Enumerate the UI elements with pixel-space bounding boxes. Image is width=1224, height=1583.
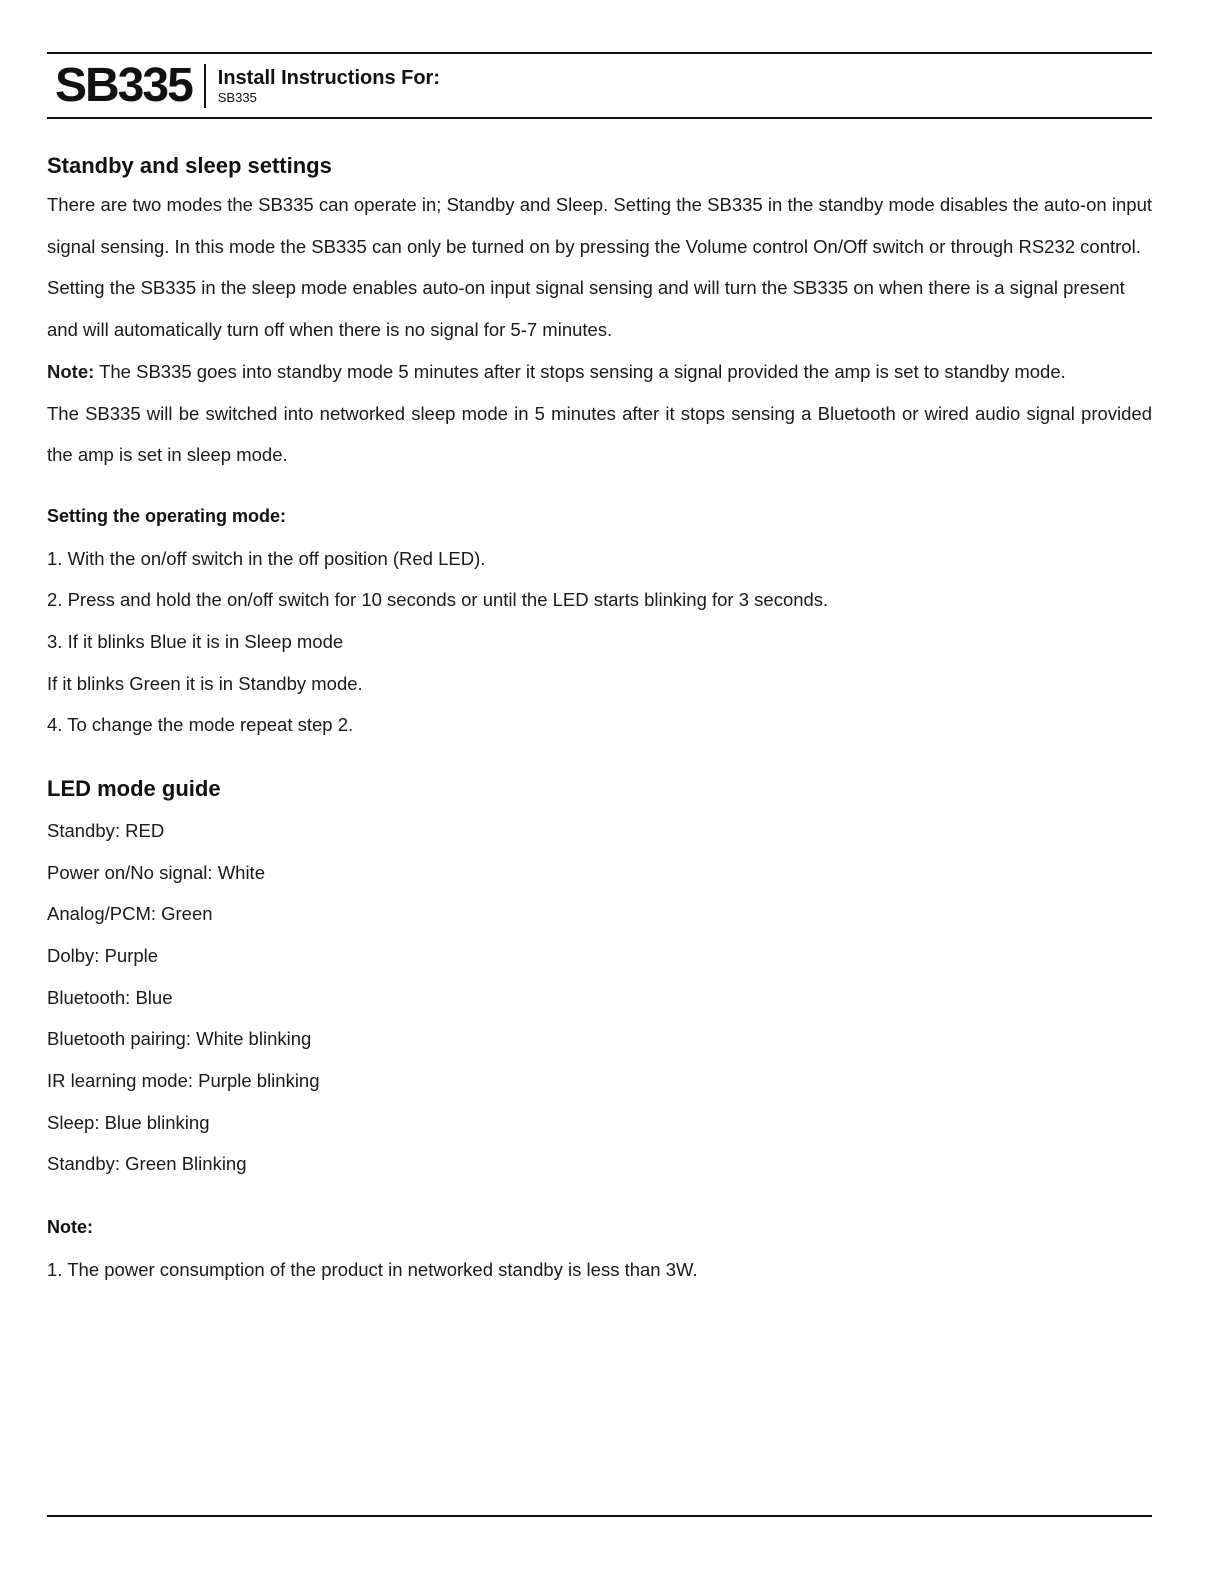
footer-rule [47,1515,1152,1517]
led-guide-item: IR learning mode: Purple blinking [47,1070,320,1092]
led-guide-item: Sleep: Blue blinking [47,1111,210,1133]
note-heading: Note: [47,1217,93,1238]
operating-step: 1. With the on/off switch in the off position (Red LED). [47,547,486,569]
document-header [55,54,440,117]
standby-sleep-heading: Standby and sleep settings [47,153,332,178]
spacer [47,1185,1152,1207]
operating-step: 3. If it blinks Blue it is in Sleep mode [47,631,344,653]
standby-paragraph-3: The SB335 will be switched into networked sleep mode in 5 minutes after it stops sensing a Bluetooth or wired audio signal provided the amp is set in sleep mode. [47,402,1152,466]
spacer [47,476,1152,496]
header-bottom-rule [47,117,1152,119]
led-guide-item: Dolby: Purple [47,944,159,966]
led-guide-item: Bluetooth pairing: White blinking [47,1028,312,1050]
led-guide-heading: LED mode guide [47,776,221,802]
led-guide-item: Bluetooth: Blue [47,986,173,1008]
standby-note [47,351,1152,393]
standby-note-label: Note: [47,360,95,382]
operating-step: 4. To change the mode repeat step 2. [47,714,354,736]
led-guide-item: Power on/No signal: White [47,861,265,883]
led-guide-item: Standby: Green Blinking [47,1153,247,1175]
document-body [47,148,1152,1291]
header-subtitle: SB335 [217,90,257,105]
operating-step: If it blinks Green it is in Standby mode. [47,672,363,694]
standby-paragraph-2: Setting the SB335 in the sleep mode enables auto-on input signal sensing and will turn the SB335 on when there is a signal present and will automatically turn off when there is no signal for 5-7 minutes. [47,277,1125,341]
header-text [218,66,440,105]
standby-paragraph-1: There are two modes the SB335 can operate in; Standby and Sleep. Setting the SB335 in the standby mode disables the auto-on input signal sensing. In this mode the SB335 can only be turned on by pressing the Volume control On/Off switch or through RS232 control. [47,194,1152,257]
header-title: Install Instructions For: [217,67,441,89]
header-divider [204,64,206,108]
operating-step: 2. Press and hold the on/off switch for 10 seconds or until the LED starts blinking for 3 seconds. [47,589,829,611]
note-item: 1. The power consumption of the product in networked standby is less than 3W. [47,1258,698,1280]
led-guide-item: Standby: RED [47,819,165,841]
spacer [47,746,1152,768]
led-guide-item: Analog/PCM: Green [47,903,213,925]
standby-note-text: The SB335 goes into standby mode 5 minutes after it stops sensing a signal provided the amp is set to standby mode. [94,360,1066,382]
operating-mode-heading: Setting the operating mode: [47,505,287,526]
brand-logo: SB335 [55,58,192,112]
